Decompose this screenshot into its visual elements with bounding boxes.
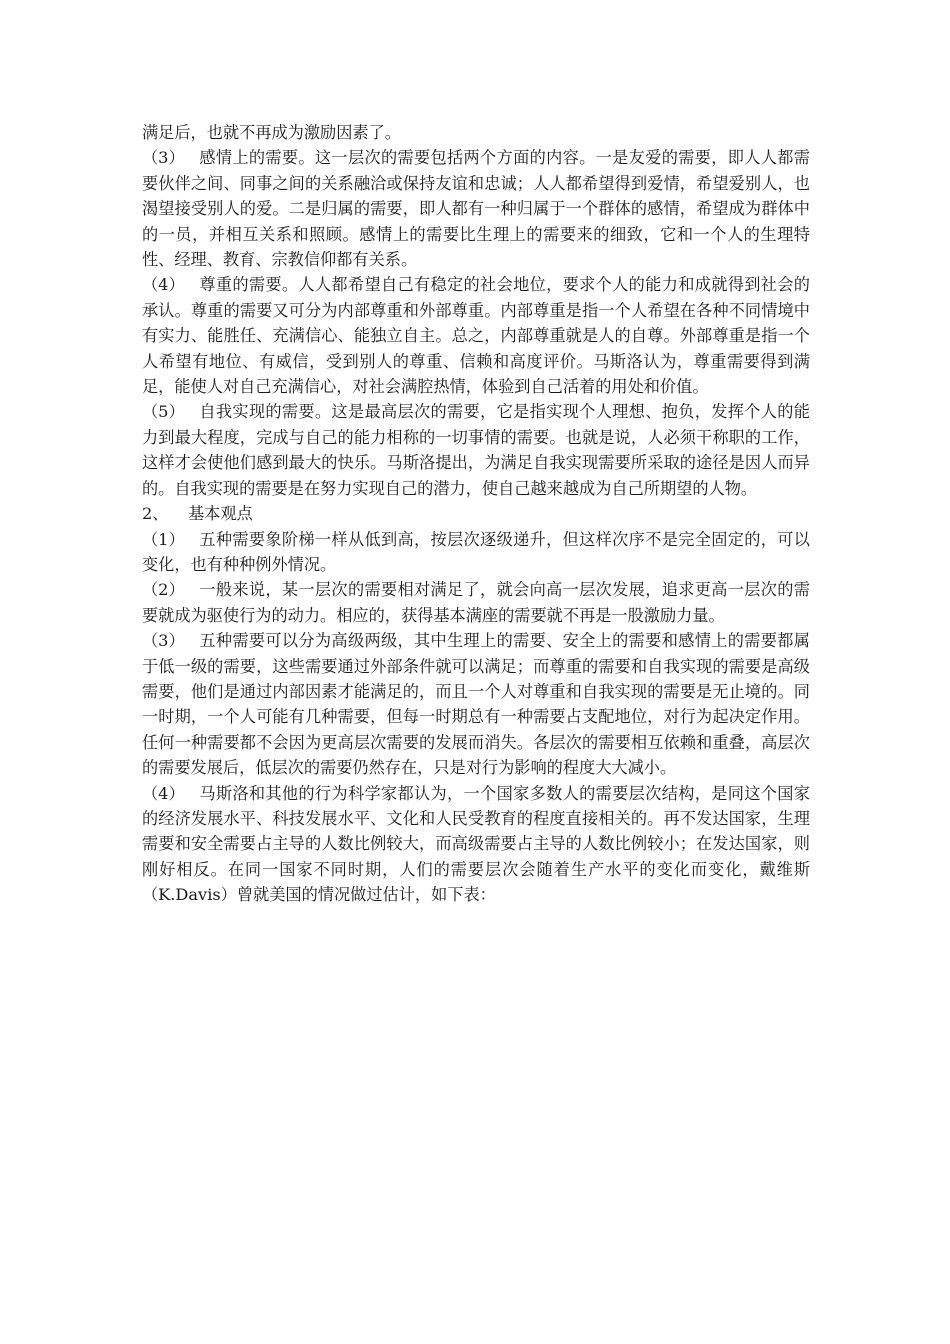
paragraph-text: 马斯洛和其他的行为科学家都认为，一个国家多数人的需要层次结构，是同这个国家的经济发展水平、科技发展水平、文化和人民受教育的程度直接相关的。再不发达国家，生理需要和安全需要占主导的人数比例较大，而高级需要占主导的人数比例较小；在发达国家，则刚好相反。在同一国家不同时期，人们的需要层次会随着生产水平的变化而变化，戴维斯（K.Davis）曾就美国的情况做过估计，如下表：: [142, 783, 810, 905]
paragraph-item-self-actualization: [142, 399, 810, 501]
item-number: （2）: [142, 580, 185, 600]
item-number: （3）: [142, 148, 185, 168]
paragraph-text: 尊重的需要。人人都希望自己有稳定的社会地位，要求个人的能力和成就得到社会的承认。尊重的需要又可分为内部尊重和外部尊重。内部尊重是指一个人希望在各种不同情境中有实力、能胜任、充满信心、能独立自主。总之，内部尊重就是人的自尊。外部尊重是指一个人希望有地位、有威信，受到别人的尊重、信赖和高度评价。马斯洛认为，尊重需要得到满足，能使人对自己充满信心，对社会满腔热情，体验到自己活着的用处和价值。: [142, 275, 810, 397]
paragraph-view-4: [142, 781, 810, 908]
section-title: 基本观点: [188, 504, 253, 524]
item-number: （4）: [142, 275, 185, 295]
paragraph-view-1: [142, 527, 810, 578]
section-heading-basic-views: [142, 501, 810, 526]
item-number: （3）: [142, 631, 185, 651]
item-number: （4）: [142, 783, 185, 803]
paragraph-text: 感情上的需要。这一层次的需要包括两个方面的内容。一是友爱的需要，即人人都需要伙伴之间、同事之间的关系融洽或保持友谊和忠诚；人人都希望得到爱情，希望爱别人，也渴望接受别人的爱。二是归属的需要，即人都有一种归属于一个群体的感情，希望成为群体中的一员，并相互关系和照顾。感情上的需要比生理上的需要来的细致，它和一个人的生理特性、经理、教育、宗教信仰都有关系。: [142, 148, 810, 270]
item-number: （5）: [142, 402, 185, 422]
paragraph-text: 五种需要象阶梯一样从低到高，按层次逐级递升，但这样次序不是完全固定的，可以变化，也有种种例外情况。: [142, 529, 810, 574]
paragraph-view-2: [142, 577, 810, 628]
paragraph-item-emotional-needs: [142, 145, 810, 272]
section-number: 2、: [142, 504, 169, 524]
document-page: [142, 120, 810, 908]
paragraph-text: 自我实现的需要。这是最高层次的需要，它是指实现个人理想、抱负，发挥个人的能力到最大程度，完成与自己的能力相称的一切事情的需要。也就是说，人必须干称职的工作，这样才会使他们感到最大的快乐。马斯洛提出，为满足自我实现需要所采取的途径是因人而异的。自我实现的需要是在努力实现自己的潜力，使自己越来越成为自己所期望的人物。: [142, 402, 810, 498]
paragraph-view-3: [142, 628, 810, 780]
paragraph-text: 五种需要可以分为高级两级，其中生理上的需要、安全上的需要和感情上的需要都属于低一级的需要，这些需要通过外部条件就可以满足；而尊重的需要和自我实现的需要是高级需要，他们是通过内部因素才能满足的，而且一个人对尊重和自我实现的需要是无止境的。同一时期，一个人可能有几种需要，但每一时期总有一种需要占支配地位，对行为起决定作用。任何一种需要都不会因为更高层次需要的发展而消失。各层次的需要相互依赖和重叠，高层次的需要发展后，低层次的需要仍然存在，只是对行为影响的程度大大减小。: [142, 631, 810, 778]
paragraph-text: 满足后，也就不再成为激励因素了。: [142, 123, 401, 142]
paragraph-continuation: [142, 120, 810, 145]
paragraph-text: 一般来说，某一层次的需要相对满足了，就会向高一层次发展，追求更高一层次的需要就成为驱使行为的动力。相应的，获得基本满座的需要就不再是一股激励力量。: [142, 580, 810, 625]
item-number: （1）: [142, 529, 185, 549]
paragraph-item-esteem-needs: [142, 272, 810, 399]
